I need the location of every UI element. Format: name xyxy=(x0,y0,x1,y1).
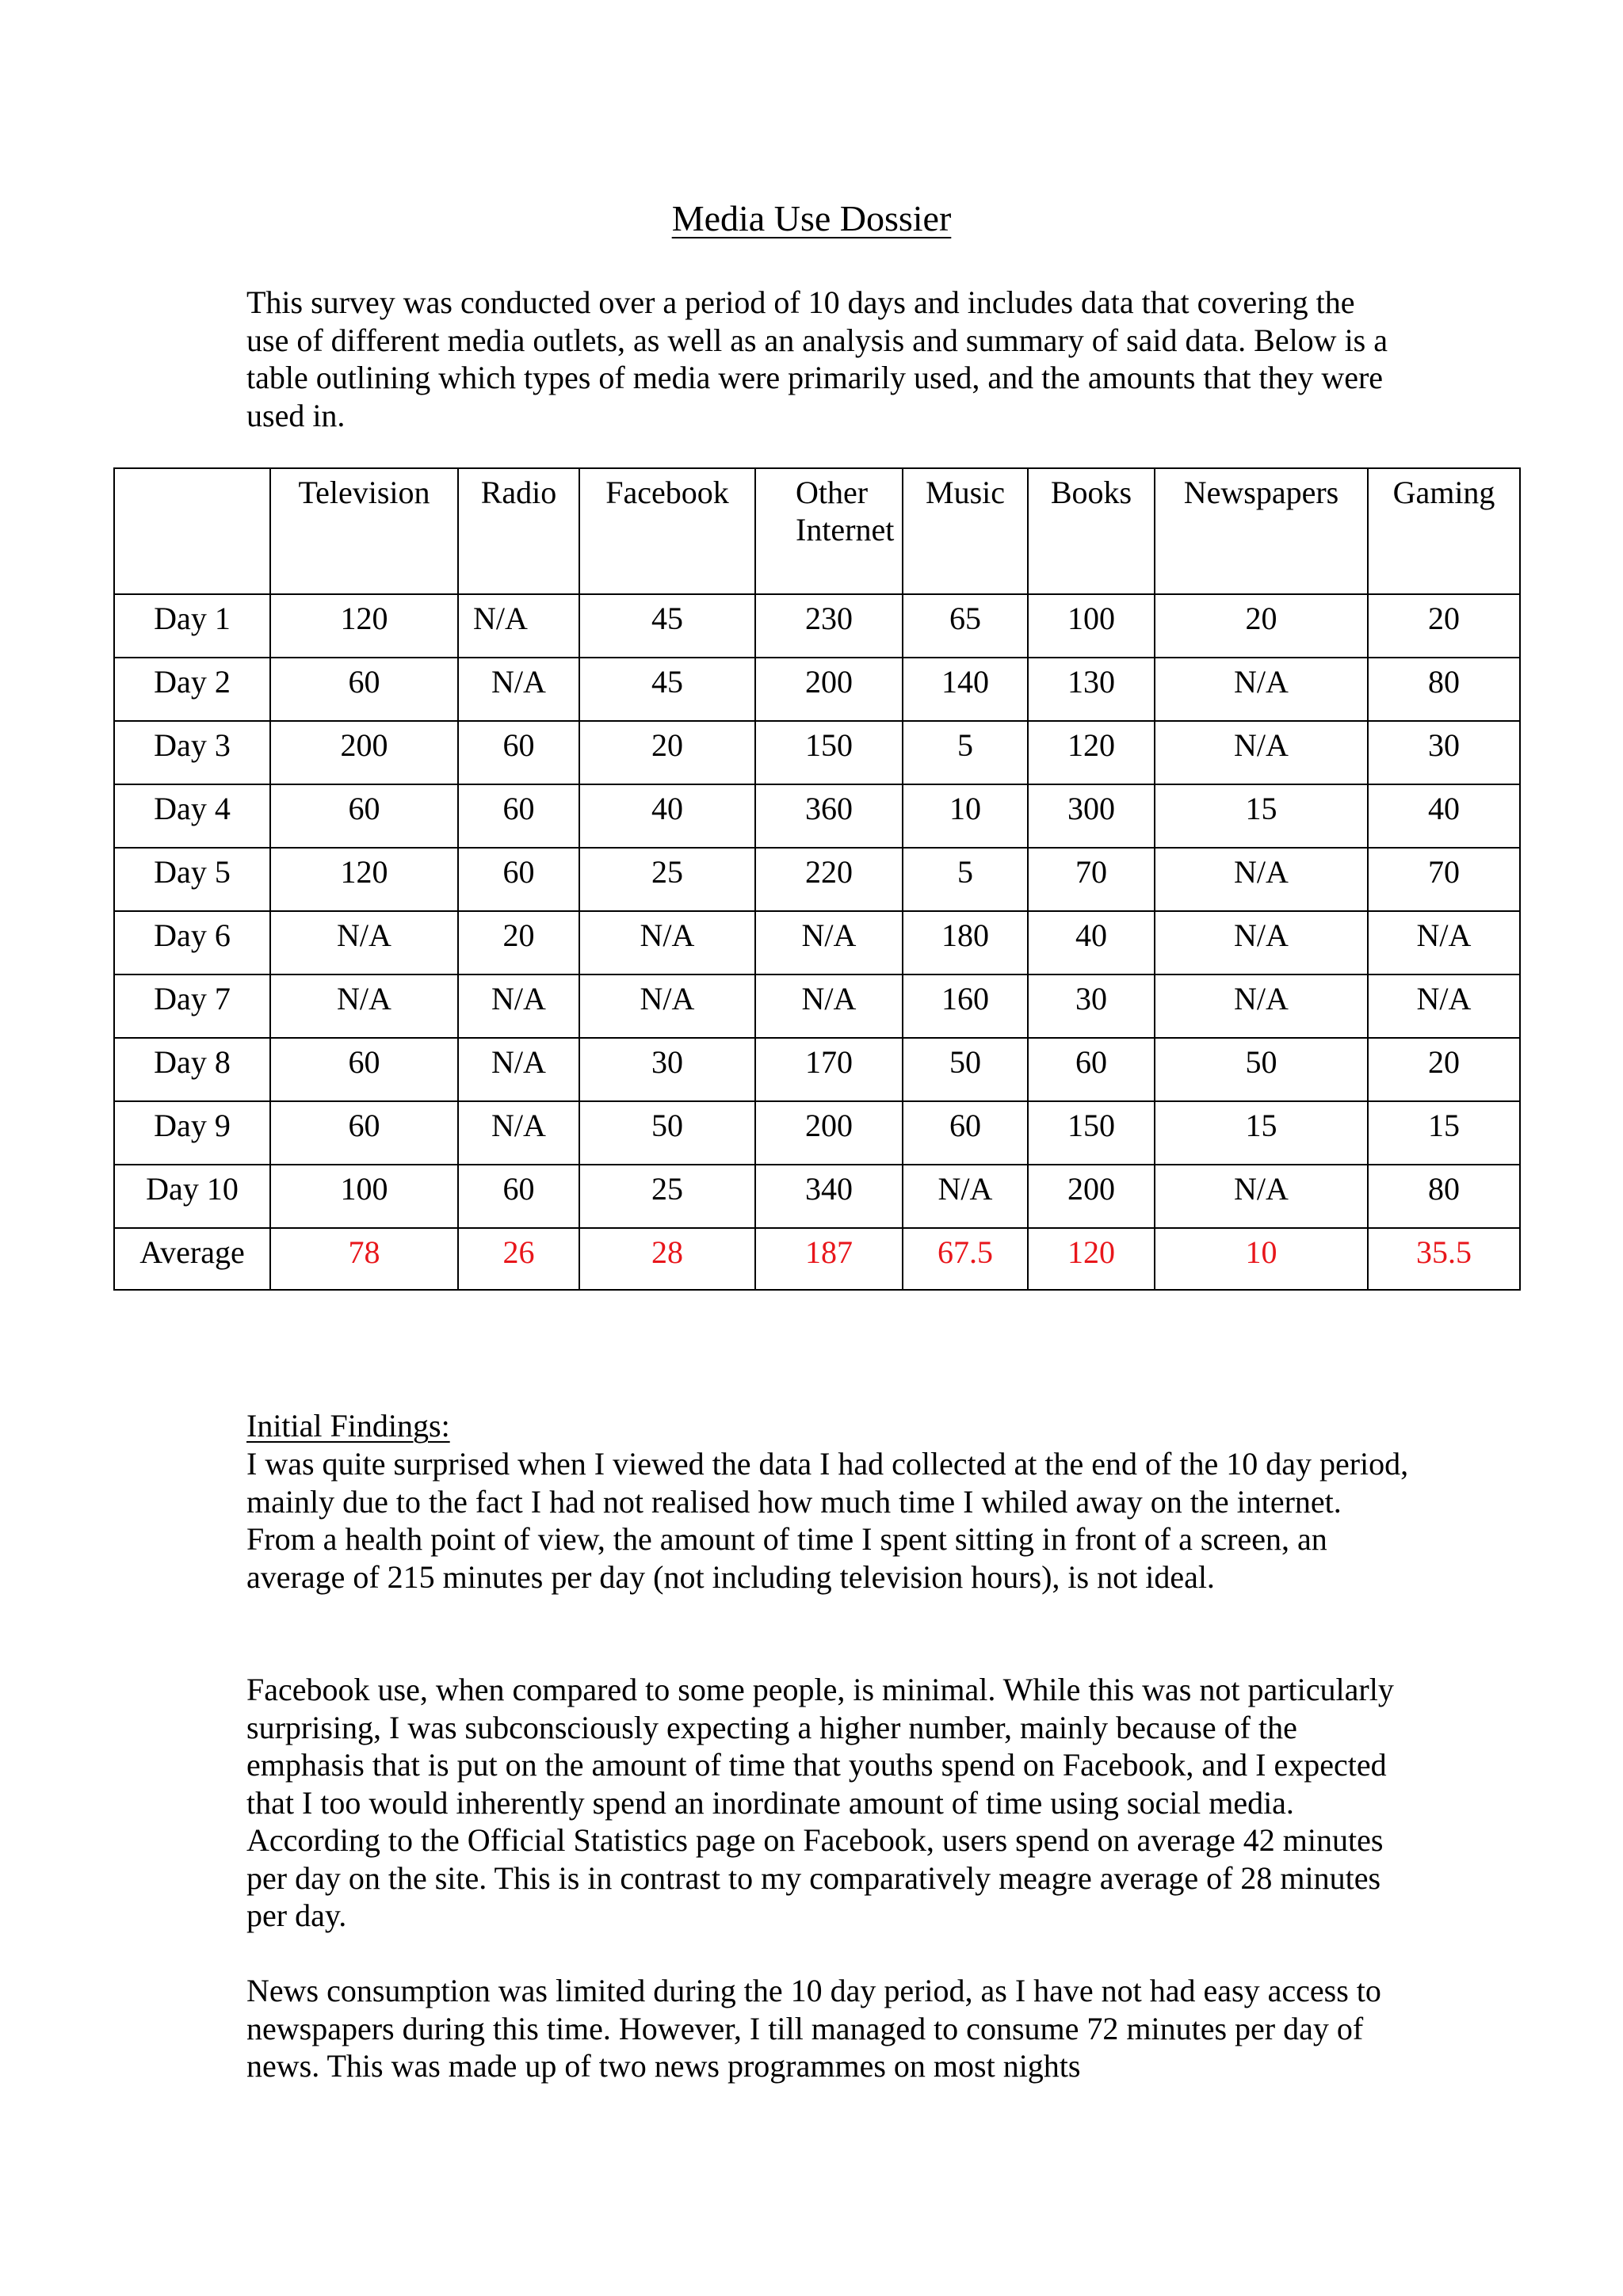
cell-radio: 20 xyxy=(458,911,579,974)
cell-newspapers: 15 xyxy=(1155,784,1368,848)
header-corner-cell xyxy=(114,468,270,594)
cell-other-internet: N/A xyxy=(755,974,903,1038)
cell-music: 60 xyxy=(903,1101,1028,1165)
cell-radio: 60 xyxy=(458,721,579,784)
cell-facebook: 30 xyxy=(579,1038,755,1101)
table-row xyxy=(114,848,1520,911)
findings-heading: Initial Findings: xyxy=(246,1408,450,1444)
cell-day-label: Day 1 xyxy=(114,594,270,658)
header-books: Books xyxy=(1028,468,1155,594)
table-row xyxy=(114,594,1520,658)
cell-television: N/A xyxy=(270,974,458,1038)
average-row xyxy=(114,1228,1520,1290)
cell-newspapers: N/A xyxy=(1155,658,1368,721)
cell-day-label: Day 5 xyxy=(114,848,270,911)
header-music: Music xyxy=(903,468,1028,594)
cell-books: 30 xyxy=(1028,974,1155,1038)
cell-day-label: Day 6 xyxy=(114,911,270,974)
cell-day-label: Day 2 xyxy=(114,658,270,721)
cell-books: 70 xyxy=(1028,848,1155,911)
cell-television: 60 xyxy=(270,1101,458,1165)
cell-newspapers: 15 xyxy=(1155,1101,1368,1165)
cell-day-label: Day 9 xyxy=(114,1101,270,1165)
table-row xyxy=(114,974,1520,1038)
cell-other-internet: 200 xyxy=(755,658,903,721)
cell-day-label: Day 3 xyxy=(114,721,270,784)
average-gaming: 35.5 xyxy=(1368,1228,1520,1290)
cell-other-internet: 150 xyxy=(755,721,903,784)
cell-television: 120 xyxy=(270,594,458,658)
cell-music: N/A xyxy=(903,1165,1028,1228)
cell-gaming: 80 xyxy=(1368,658,1520,721)
cell-newspapers: 50 xyxy=(1155,1038,1368,1101)
cell-newspapers: N/A xyxy=(1155,911,1368,974)
cell-other-internet: 170 xyxy=(755,1038,903,1101)
cell-other-internet: 340 xyxy=(755,1165,903,1228)
cell-day-label: Day 8 xyxy=(114,1038,270,1101)
cell-newspapers: N/A xyxy=(1155,974,1368,1038)
document-title xyxy=(0,195,1623,242)
cell-books: 60 xyxy=(1028,1038,1155,1101)
cell-other-internet: 200 xyxy=(755,1101,903,1165)
cell-television: 60 xyxy=(270,658,458,721)
average-books: 120 xyxy=(1028,1228,1155,1290)
cell-books: 150 xyxy=(1028,1101,1155,1165)
cell-gaming: 40 xyxy=(1368,784,1520,848)
cell-books: 130 xyxy=(1028,658,1155,721)
cell-radio: N/A xyxy=(458,594,579,658)
average-label: Average xyxy=(114,1228,270,1290)
cell-facebook: N/A xyxy=(579,974,755,1038)
cell-gaming: 15 xyxy=(1368,1101,1520,1165)
cell-facebook: 50 xyxy=(579,1101,755,1165)
table-row xyxy=(114,1038,1520,1101)
header-newspapers: Newspapers xyxy=(1155,468,1368,594)
cell-gaming: 70 xyxy=(1368,848,1520,911)
average-other-internet: 187 xyxy=(755,1228,903,1290)
header-gaming: Gaming xyxy=(1368,468,1520,594)
table-row xyxy=(114,658,1520,721)
cell-newspapers: 20 xyxy=(1155,594,1368,658)
cell-radio: N/A xyxy=(458,1038,579,1101)
cell-music: 50 xyxy=(903,1038,1028,1101)
findings-paragraph-3: News consumption was limited during the 10 day period, as I have not had easy access to newspapers during this time. However, I till managed to consume 72 minutes per day of news. This was made up of two news programmes on most nights xyxy=(246,1973,1381,2084)
cell-facebook: 25 xyxy=(579,848,755,911)
cell-other-internet: 220 xyxy=(755,848,903,911)
cell-radio: N/A xyxy=(458,974,579,1038)
average-radio: 26 xyxy=(458,1228,579,1290)
cell-day-label: Day 4 xyxy=(114,784,270,848)
cell-books: 200 xyxy=(1028,1165,1155,1228)
cell-radio: 60 xyxy=(458,848,579,911)
findings-paragraph-1: I was quite surprised when I viewed the data I had collected at the end of the 10 day period, mainly due to the fact I had not realised how much time I whiled away on the internet. From a health point of view, the amount of time I spent sitting in front of a screen, an average of 215 minutes per day (not including television hours), is not ideal. xyxy=(246,1446,1409,1595)
cell-facebook: 20 xyxy=(579,721,755,784)
cell-radio: 60 xyxy=(458,1165,579,1228)
table-row xyxy=(114,911,1520,974)
average-newspapers: 10 xyxy=(1155,1228,1368,1290)
cell-facebook: 40 xyxy=(579,784,755,848)
cell-music: 180 xyxy=(903,911,1028,974)
findings-paragraph-2: Facebook use, when compared to some people, is minimal. While this was not particularly surprising, I was subconsciously expecting a higher number, mainly because of the emphasis that is put on the amount of time that youths spend on Facebook, and I expected that I too would inherently spend an inordinate amount of time using social media. According to the Official Statistics page on Facebook, users spend on average 42 minutes per day on the site. This is in contrast to my comparatively meagre average of 28 minutes per day. xyxy=(246,1672,1394,1933)
cell-books: 40 xyxy=(1028,911,1155,974)
media-use-table xyxy=(113,467,1521,1291)
cell-newspapers: N/A xyxy=(1155,848,1368,911)
cell-music: 65 xyxy=(903,594,1028,658)
cell-radio: N/A xyxy=(458,658,579,721)
cell-books: 300 xyxy=(1028,784,1155,848)
cell-music: 140 xyxy=(903,658,1028,721)
cell-facebook: N/A xyxy=(579,911,755,974)
average-music: 67.5 xyxy=(903,1228,1028,1290)
cell-newspapers: N/A xyxy=(1155,1165,1368,1228)
intro-paragraph: This survey was conducted over a period of 10 days and includes data that covering the use of different media outlets, as well as an analysis and summary of said data. Below is a table outlining which types of media were primarily used, and the amounts that they were used in. xyxy=(246,284,1388,433)
cell-day-label: Day 10 xyxy=(114,1165,270,1228)
cell-radio: N/A xyxy=(458,1101,579,1165)
header-facebook: Facebook xyxy=(579,468,755,594)
cell-books: 100 xyxy=(1028,594,1155,658)
cell-books: 120 xyxy=(1028,721,1155,784)
cell-gaming: N/A xyxy=(1368,974,1520,1038)
cell-television: 200 xyxy=(270,721,458,784)
cell-gaming: 30 xyxy=(1368,721,1520,784)
table-body xyxy=(114,594,1520,1228)
header-other-internet: Other Internet xyxy=(755,468,903,594)
cell-television: 60 xyxy=(270,784,458,848)
cell-gaming: N/A xyxy=(1368,911,1520,974)
cell-gaming: 80 xyxy=(1368,1165,1520,1228)
cell-television: 60 xyxy=(270,1038,458,1101)
table-row xyxy=(114,721,1520,784)
cell-other-internet: N/A xyxy=(755,911,903,974)
cell-radio: 60 xyxy=(458,784,579,848)
cell-television: 100 xyxy=(270,1165,458,1228)
cell-facebook: 45 xyxy=(579,658,755,721)
header-radio: Radio xyxy=(458,468,579,594)
cell-gaming: 20 xyxy=(1368,1038,1520,1101)
cell-music: 160 xyxy=(903,974,1028,1038)
cell-television: 120 xyxy=(270,848,458,911)
cell-other-internet: 230 xyxy=(755,594,903,658)
average-facebook: 28 xyxy=(579,1228,755,1290)
cell-day-label: Day 7 xyxy=(114,974,270,1038)
table-row xyxy=(114,784,1520,848)
cell-newspapers: N/A xyxy=(1155,721,1368,784)
cell-television: N/A xyxy=(270,911,458,974)
header-television: Television xyxy=(270,468,458,594)
table-row xyxy=(114,1165,1520,1228)
cell-gaming: 20 xyxy=(1368,594,1520,658)
table-row xyxy=(114,1101,1520,1165)
cell-music: 5 xyxy=(903,721,1028,784)
average-television: 78 xyxy=(270,1228,458,1290)
document-title-text: Media Use Dossier xyxy=(671,198,952,238)
cell-music: 10 xyxy=(903,784,1028,848)
cell-facebook: 45 xyxy=(579,594,755,658)
cell-other-internet: 360 xyxy=(755,784,903,848)
table-header-row xyxy=(114,468,1520,594)
cell-music: 5 xyxy=(903,848,1028,911)
cell-facebook: 25 xyxy=(579,1165,755,1228)
